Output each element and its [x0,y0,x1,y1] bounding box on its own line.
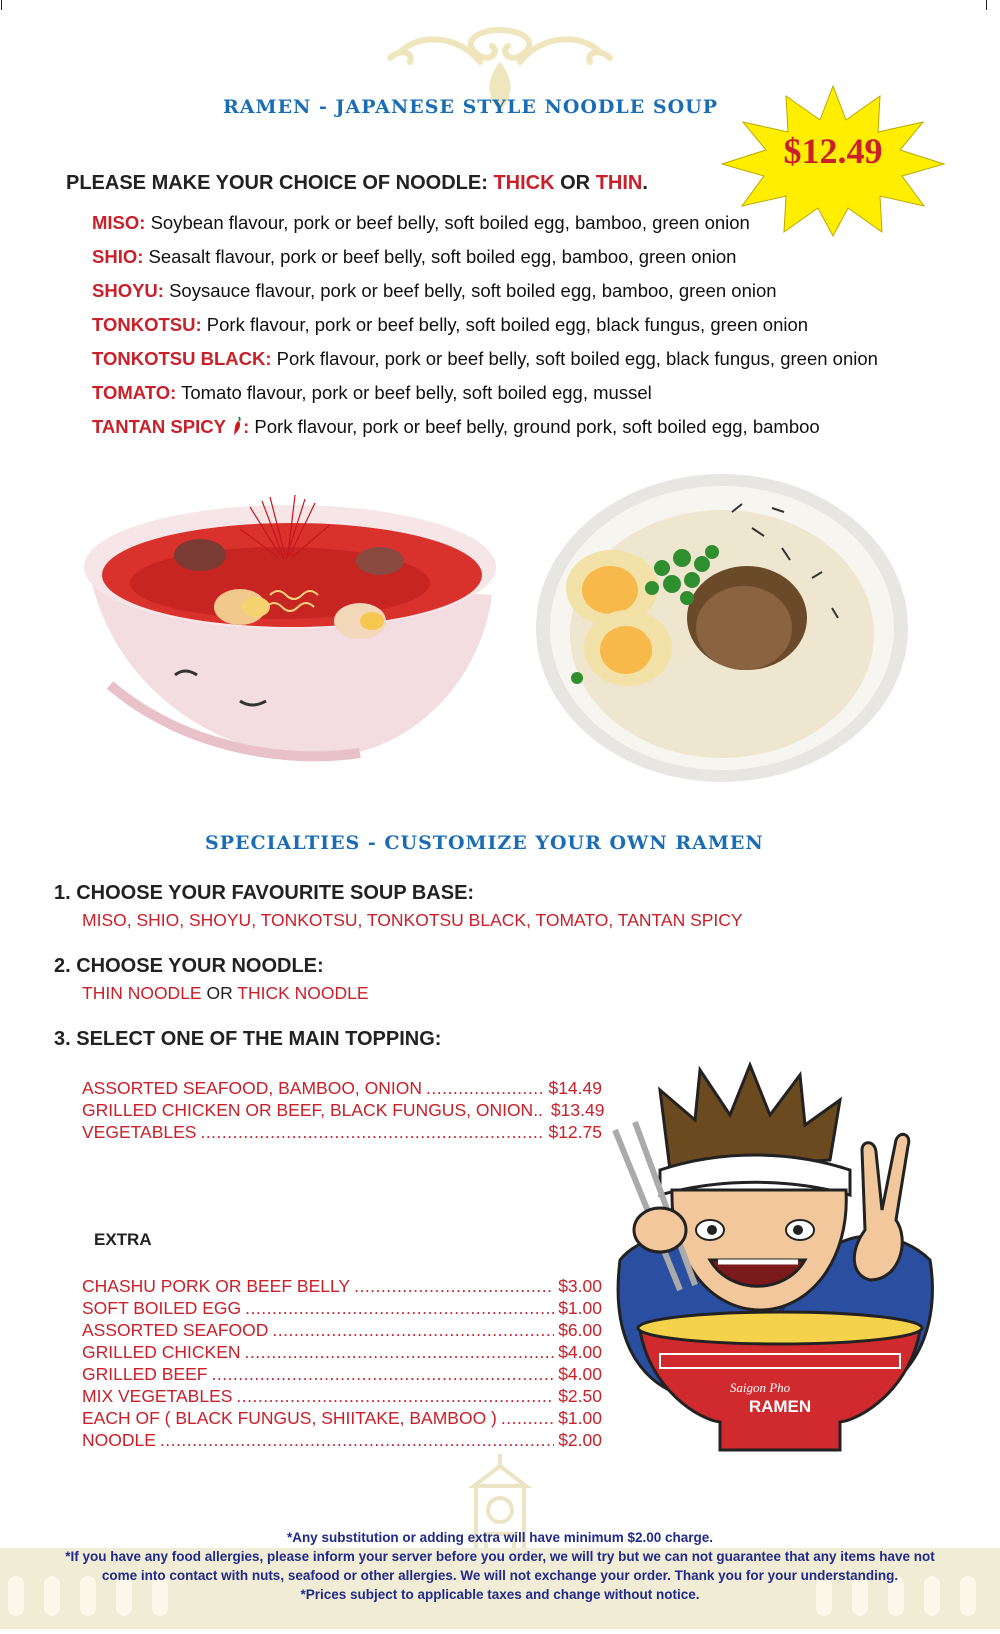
extra-name: SOFT BOILED EGG [82,1298,242,1318]
chili-pepper-icon [231,416,243,436]
leader-dots [272,1320,554,1341]
menu-item-name: TANTAN SPICY [92,416,226,437]
menu-item-tonkotsu [92,314,808,336]
leader-dots [200,1122,544,1143]
tantan-ramen-bowl-photo [80,495,500,770]
menu-item-desc: Seasalt flavour, pork or beef belly, soft boiled egg, bamboo, green onion [148,246,737,267]
leader-dots [426,1078,544,1099]
leader-dots [354,1276,554,1297]
extra-price: $4.00 [558,1342,602,1362]
extra-row [82,1298,602,1319]
extra-price: $2.00 [558,1430,602,1450]
menu-item-desc: Soybean flavour, pork or beef belly, soft boiled egg, bamboo, green onion [150,212,750,233]
footer-note-charge: *Any substitution or adding extra will have minimum $2.00 charge. [286,1530,714,1545]
extra-heading: EXTRA [94,1230,152,1249]
thin-noodle-option: THIN NOODLE [82,983,202,1003]
menu-item-name: TONKOTSU: [92,314,202,335]
menu-item-shio [92,246,736,268]
extra-name: GRILLED CHICKEN [82,1342,241,1362]
crop-mark-top-left [0,0,2,10]
menu-item-desc: Soysauce flavour, pork or beef belly, soft boiled egg, bamboo, green onion [169,280,777,301]
step-1-options: MISO, SHIO, SHOYU, TONKOTSU, TONKOTSU BLACK, TOMATO, TANTAN SPICY [82,910,743,930]
leader-dots [245,1298,554,1319]
leader-dots [501,1408,554,1429]
ramen-section-title: RAMEN - JAPANESE STYLE NOODLE SOUP [223,96,718,118]
noodle-or: OR [206,983,233,1003]
menu-item-tantan-spicy [92,416,820,438]
leader-dots [236,1386,554,1407]
extra-row [82,1430,602,1451]
extra-row [82,1386,602,1407]
extra-price: $2.50 [558,1386,602,1406]
specialties-section-title: SPECIALTIES - CUSTOMIZE YOUR OWN RAMEN [205,832,764,854]
noodle-choice-line [66,172,648,195]
mascot-brand-logo: Saigon Pho [729,1380,791,1395]
extra-name: ASSORTED SEAFOOD [82,1320,269,1340]
extra-name: MIX VEGETABLES [82,1386,233,1406]
extra-price: $6.00 [558,1320,602,1340]
menu-item-miso [92,212,750,234]
topping-price: $13.49 [550,1100,605,1120]
noodle-choice-thick: THICK [493,172,555,194]
noodle-choice-end: . [642,172,648,194]
topping-name: ASSORTED SEAFOOD, BAMBOO, ONION [82,1078,423,1098]
extra-name: GRILLED BEEF [82,1364,208,1384]
noodle-choice-prefix: PLEASE MAKE YOUR CHOICE OF NOODLE: [66,172,488,194]
extra-name: CHASHU PORK OR BEEF BELLY [82,1276,351,1296]
menu-item-colon: : [243,416,250,437]
extra-row [82,1364,602,1385]
menu-item-desc: Pork flavour, pork or beef belly, ground pork, soft boiled egg, bamboo [254,416,820,437]
leader-dots [211,1364,554,1385]
ramen-price: $12.49 [783,131,883,171]
menu-item-desc: Tomato flavour, pork or beef belly, soft boiled egg, mussel [181,382,652,403]
menu-item-desc: Pork flavour, pork or beef belly, soft boiled egg, black fungus, green onion [276,348,878,369]
extra-name: NOODLE [82,1430,156,1450]
step-2-label: 2. CHOOSE YOUR NOODLE: [54,955,324,977]
extra-name: EACH OF ( BLACK FUNGUS, SHIITAKE, BAMBOO ) [82,1408,497,1428]
extra-price: $3.00 [558,1276,602,1296]
extra-row [82,1276,602,1297]
leader-dots [245,1342,555,1363]
menu-item-tonkotsu-black [92,348,878,370]
crop-mark-top-right [985,0,987,10]
footer-note-allergy-2: come into contact with nuts, seafood or other allergies. We will not exchange your order. Thank you for your understanding. [101,1568,899,1583]
extra-row [82,1342,602,1363]
ramen-chef-mascot [600,1060,950,1480]
extra-price: $4.00 [558,1364,602,1384]
thick-noodle-option: THICK NOODLE [237,983,369,1003]
step-2-options [82,983,369,1004]
topping-row [82,1100,605,1121]
menu-item-tomato [92,382,652,404]
menu-item-shoyu [92,280,777,302]
extra-price: $1.00 [558,1408,602,1428]
step-1-label: 1. CHOOSE YOUR FAVOURITE SOUP BASE: [54,882,475,904]
menu-item-name: SHOYU: [92,280,164,301]
noodle-choice-or: OR [560,172,591,194]
footer-note-taxes: *Prices subject to applicable taxes and change without notice. [300,1587,700,1602]
menu-item-name: SHIO: [92,246,144,267]
mascot-bowl-label: RAMEN [748,1397,812,1416]
topping-price: $12.75 [548,1122,602,1142]
topping-name: VEGETABLES [82,1122,197,1142]
topping-row [82,1122,602,1143]
menu-item-name: MISO: [92,212,146,233]
footer-note-allergy-1: *If you have any food allergies, please inform your server before you order, we will try but we can not guarantee that any items have not [65,1549,935,1564]
leader-dots [160,1430,554,1451]
topping-name: GRILLED CHICKEN OR BEEF, BLACK FUNGUS, ONION.. [82,1100,543,1120]
tonkotsu-ramen-bowl-photo [532,468,916,786]
price-starburst [718,82,948,237]
menu-item-name: TOMATO: [92,382,177,403]
noodle-choice-thin: THIN [595,172,643,194]
topping-row [82,1078,602,1099]
extra-price: $1.00 [558,1298,602,1318]
menu-item-name: TONKOTSU BLACK: [92,348,272,369]
step-3-label: 3. SELECT ONE OF THE MAIN TOPPING: [54,1028,442,1050]
extra-row [82,1320,602,1341]
topping-price: $14.49 [548,1078,602,1098]
menu-item-desc: Pork flavour, pork or beef belly, soft boiled egg, black fungus, green onion [206,314,809,335]
extra-row [82,1408,602,1429]
